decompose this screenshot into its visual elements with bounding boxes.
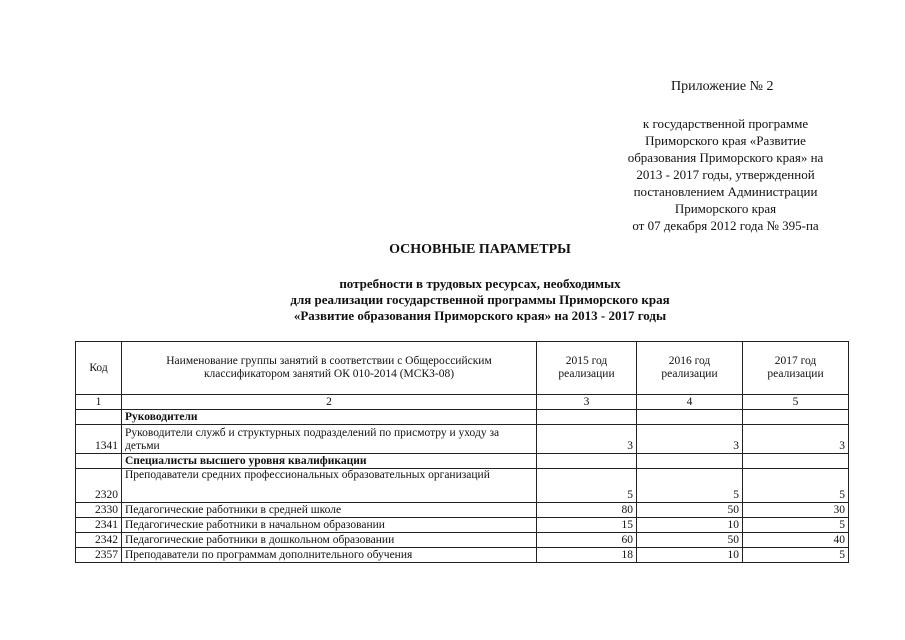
value-2015 [537,454,637,469]
row-name: Преподаватели по программам дополнительного обучения [122,548,537,563]
approval-line: к государственной программе [642,116,809,131]
approval-line: постановлением Администрации [633,184,818,199]
approval-line: 2013 - 2017 годы, утвержденной [636,167,815,182]
value-2015: 18 [537,548,637,563]
table-row [76,469,849,503]
approval-block [598,115,853,234]
header-2016: 2016 год реализации [637,342,743,395]
row-name: Педагогические работники в начальном образовании [122,518,537,533]
column-number-row [76,395,849,410]
header-2015: 2015 год реализации [537,342,637,395]
row-group-name: Руководители [122,410,537,425]
table-row-group [76,410,849,425]
row-code: 2342 [76,533,122,548]
row-name: Преподаватели средних профессиональных образовательных организаций [122,469,537,503]
value-2015: 60 [537,533,637,548]
value-2015: 5 [537,469,637,503]
document-heading: ОСНОВНЫЕ ПАРАМЕТРЫ [389,242,571,257]
row-code [76,454,122,469]
value-2016: 10 [637,548,743,563]
value-2015: 80 [537,503,637,518]
value-2017: 40 [743,533,849,548]
column-number: 5 [743,395,849,410]
value-2015 [537,410,637,425]
column-number: 4 [637,395,743,410]
table-row [76,425,849,454]
value-2016: 5 [637,469,743,503]
approval-line: образования Приморского края» на [627,150,824,165]
value-2017: 5 [743,548,849,563]
parameters-table [75,341,849,563]
value-2016: 50 [637,503,743,518]
header-code: Код [76,342,122,395]
row-name: Педагогические работники в средней школе [122,503,537,518]
value-2016 [637,410,743,425]
value-2016: 3 [637,425,743,454]
header-2017: 2017 год реализации [743,342,849,395]
row-code: 2357 [76,548,122,563]
value-2016: 10 [637,518,743,533]
value-2016 [637,454,743,469]
column-number: 2 [122,395,537,410]
column-number: 3 [537,395,637,410]
subheading-line: «Развитие образования Приморского края» на 2013 - 2017 годы [293,308,667,323]
approval-line: Приморского края [674,201,777,216]
table-row [76,533,849,548]
appendix-number: Приложение № 2 [671,79,774,94]
table-header-row [76,342,849,395]
row-group-name: Специалисты высшего уровня квалификации [122,454,537,469]
value-2017: 5 [743,469,849,503]
table-row [76,518,849,533]
row-code [76,410,122,425]
value-2017: 3 [743,425,849,454]
table-row [76,548,849,563]
value-2015: 3 [537,425,637,454]
document-subheading [0,276,905,324]
column-number: 1 [76,395,122,410]
value-2017: 30 [743,503,849,518]
subheading-line: потребности в трудовых ресурсах, необходимых [339,276,621,291]
header-name: Наименование группы занятий в соответствии с Общероссийским классификатором занятий ОК 010-2014 (МСКЗ-08) [122,342,537,395]
row-name: Педагогические работники в дошкольном образовании [122,533,537,548]
subheading-line: для реализации государственной программы Приморского края [290,292,670,307]
row-code: 1341 [76,425,122,454]
value-2017: 5 [743,518,849,533]
approval-line: от 07 декабря 2012 года № 395-па [632,218,819,233]
value-2016: 50 [637,533,743,548]
value-2017 [743,454,849,469]
row-code: 2320 [76,469,122,503]
row-code: 2330 [76,503,122,518]
table-row-group [76,454,849,469]
approval-line: Приморского края «Развитие [645,133,806,148]
row-name: Руководители служб и структурных подразделений по присмотру и уходу за детьми [122,425,537,454]
value-2015: 15 [537,518,637,533]
row-code: 2341 [76,518,122,533]
table-row [76,503,849,518]
value-2017 [743,410,849,425]
